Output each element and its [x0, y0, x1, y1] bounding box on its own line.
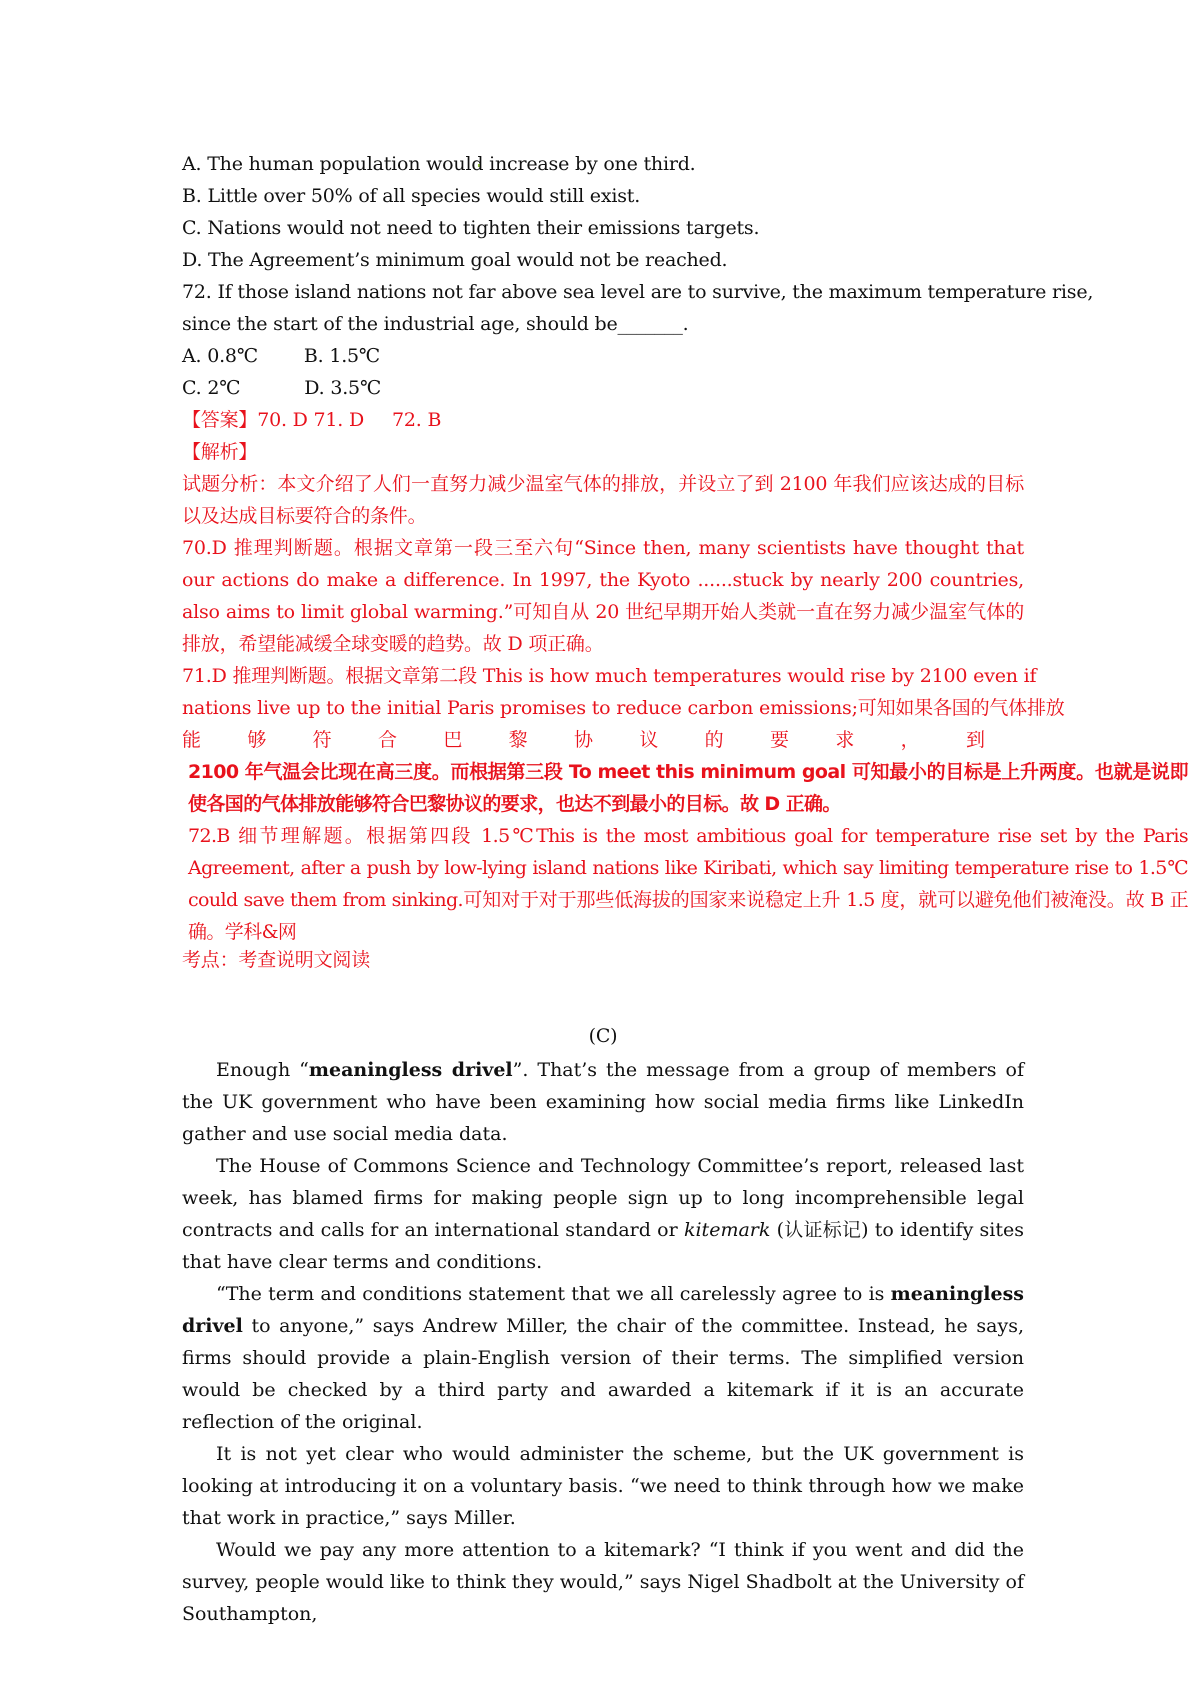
analysis-q71-line1: 71.D 推理判断题。根据文章第二段 This is how much temperatures would rise by 2100 even if — [182, 665, 1037, 687]
analysis-q71-line2: nations live up to the initial Paris promises to reduce carbon emissions;可知如果各国的气体排放 — [182, 697, 1065, 719]
question-72-stem-line1: 72. If those island nations not far above sea level are to survive, the maximum temperature rise, — [182, 281, 1094, 303]
p1-text-end: ”. That’s the message from a group of members of the UK government who have been examining how social media firms like LinkedIn gather and use social media data. — [182, 1059, 1025, 1145]
p2-italic-term: kitemark — [683, 1219, 771, 1241]
option-b: B. 1.5℃ — [303, 345, 380, 367]
analysis-q71-rest: 2100 年气温会比现在高三度。而根据第三段 To meet this minimum goal 可知最小的目标是上升两度。也就是说即使各国的气体排放能够符合巴黎协议的要求，也达不到最小的目标。故 D 正确。 — [188, 761, 1188, 815]
analysis-q70: 70.D 推理判断题。根据文章第一段三至六句“Since then, many scientists have thought that our actions do make a difference. In 1997, the Kyoto ......stuck by nearly 200 countries, also aims to limit global warming.”可知自从 20 世纪早期开始人类就一直在努力减少温室气体的排放，希望能减缓全球变暖的趋势。故 D 项正确。 — [182, 537, 1024, 655]
analysis-topic: 考点：考查说明文阅读 — [182, 949, 371, 971]
analysis-q72: 72.B 细节理解题。根据第四段 1.5℃This is the most ambitious goal for temperature rise set by the Paris Agreement, after a push by low-lying island nations like Kiribati, which say limiting temperature rise to 1.5℃ could save them from sinking.可知对于对于那些低海拔的国家来说稳定上升 1.5 度，就可以避免他们被淹没。故 B 正确。学科&网 — [188, 825, 1188, 943]
passage-paragraph-2 — [182, 1150, 1024, 1278]
option-c: C. Nations would not need to tighten their emissions targets. — [182, 217, 760, 239]
question-72-options-row1 — [182, 340, 1024, 372]
analysis-q71-line3: 能够符合巴黎协议的要求，到 — [182, 729, 1024, 751]
answer-72: 72. B — [392, 409, 442, 431]
passage-paragraph-3 — [182, 1278, 1024, 1438]
p1-text-start: Enough “ — [216, 1059, 309, 1081]
analysis-scanned-block — [188, 756, 1188, 948]
passage-paragraph-5: Would we pay any more attention to a kitemark? “I think if you went and did the survey, people would like to think they would,” says Nigel Shadbolt at the University of Southampton, — [182, 1539, 1024, 1625]
p3-text-start: “The term and conditions statement that we all carelessly agree to is — [216, 1283, 891, 1305]
option-d: D. The Agreement’s minimum goal would not be reached. — [182, 249, 728, 271]
question-72-stem-line2: since the start of the industrial age, should be_______. — [182, 313, 689, 335]
question-72-options-row2 — [182, 372, 1024, 404]
passage-c — [182, 1020, 1024, 1630]
analysis-label: 【解析】 — [182, 441, 258, 463]
p3-bold-term: meaningless drivel — [182, 1283, 1024, 1337]
analysis-summary: 试题分析：本文介绍了人们一直努力减少温室气体的排放，并设立了到 2100 年我们应该达成的目标以及达成目标要符合的条件。 — [182, 473, 1024, 527]
passage-paragraph-1 — [182, 1054, 1024, 1150]
passage-paragraph-4: It is not yet clear who would administer the scheme, but the UK government is looking at introducing it on a voluntary basis. “we need to think through how we make that work in practice,” says Miller. — [182, 1443, 1024, 1529]
option-b: B. Little over 50% of all species would still exist. — [182, 185, 641, 207]
p1-bold-term: meaningless drivel — [308, 1059, 513, 1081]
answer-line — [182, 404, 1024, 436]
p3-text-end: to anyone,” says Andrew Miller, the chair of the committee. Instead, he says, firms should provide a plain-English version of their terms. The simplified version would be checked by a third party and awarded a kitemark if it is an accurate reflection of the original. — [182, 1315, 1024, 1433]
question-71-options — [182, 148, 1094, 756]
option-c: C. 2℃ — [182, 377, 241, 399]
p2-text-start: The House of Commons Science and Technology Committee’s report, released last week, has blamed firms for making people sign up to long incomprehensible legal contracts and calls for an international standard or — [182, 1155, 1024, 1241]
passage-heading: (C) — [588, 1025, 618, 1047]
answer-label: 【答案】70. D 71. D — [182, 409, 365, 431]
option-a: A. The human population would increase by one third. — [182, 153, 696, 175]
analysis-topic-block — [182, 944, 1024, 976]
p2-text-end: (认证标记) to identify sites that have clear terms and conditions. — [182, 1219, 1025, 1273]
option-a: A. 0.8℃ — [182, 345, 258, 367]
option-d: D. 3.5℃ — [304, 377, 382, 399]
